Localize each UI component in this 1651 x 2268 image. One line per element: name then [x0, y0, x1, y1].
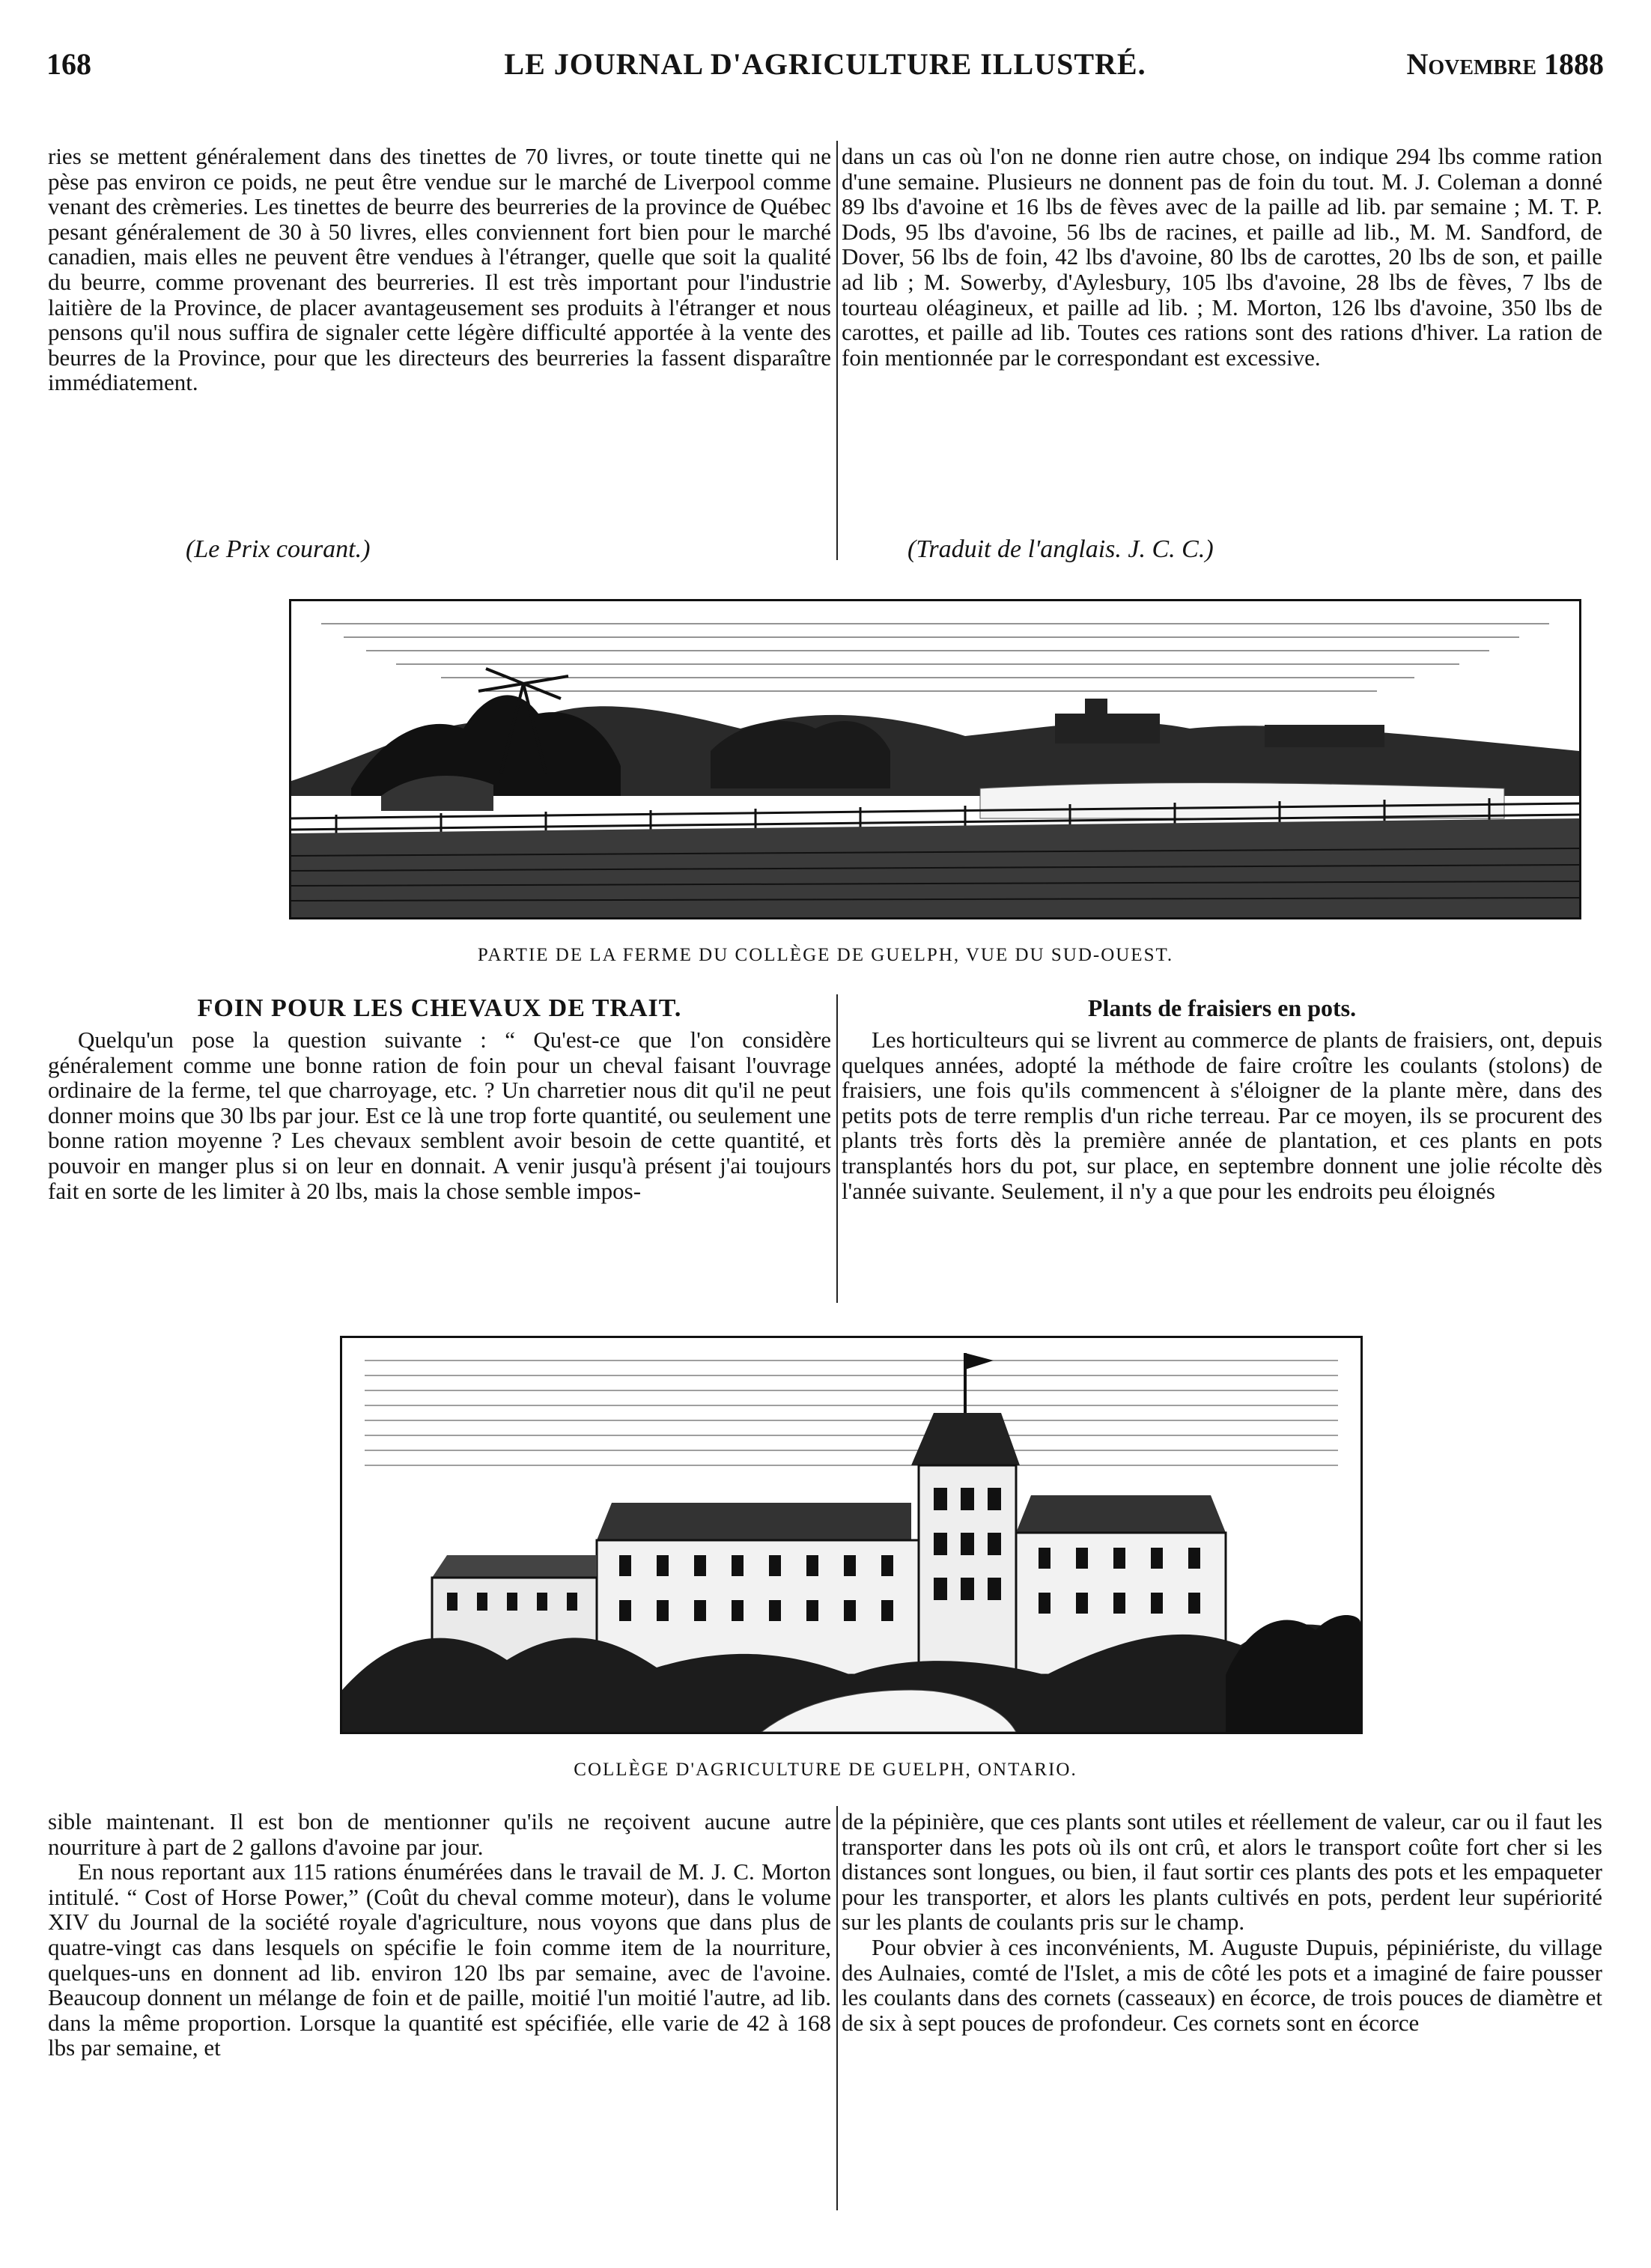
- column-rule: [836, 994, 838, 1303]
- farm-landscape-engraving: [289, 599, 1581, 919]
- college-illustration: [342, 1338, 1360, 1732]
- top-left-column: [48, 144, 831, 395]
- column-rule: [836, 1806, 838, 2210]
- paragraph: de la pépinière, que ces plants sont utiles et réellement de valeur, car ou il faut les transporter dans les pots où ils ont crû, et alors le transport coûte fort cher si les distances sont longues, ou bien, il faut sortir ces plants des pots et les empaqueter pour les transporter, et alors les plants cultivés en pots, perdent leur supériorité sur les plants de coulants pris sur le champ.: [842, 1808, 1602, 1936]
- paragraph: Pour obvier à ces inconvénients, M. Auguste Dupuis, pépiniériste, du village des Aulnaies, comté de l'Islet, a mis de côté les pots et a imaginé de faire pousser les coulants dans des cornets (casseaux) en écorce, de trois pouces de diamètre et de six à sept pouces de profondeur. Ces cornets sont en écorce: [842, 1933, 1602, 2036]
- mid-left-column: [48, 1027, 831, 1203]
- page-number: 168: [46, 47, 91, 81]
- top-right-column: [842, 144, 1602, 370]
- bottom-right-column: [842, 1809, 1602, 2035]
- paragraph: Les horticulteurs qui se livrent au commerce de plants de fraisiers, ont, depuis quelques années, adopté la méthode de faire croître les coulants (stolons) de fraisiers, une fois qu'ils commencent à s'éloigner de la plante mère, dans des petits pots de terre remplis d'un riche terreau. Par ce moyen, ils se procurent des plants très forts dès la première année de plantation, et ces plants en pots transplantés hors du pot, sur place, en septembre donnent une jolie récolte dès l'année suivante. Seulement, il n'y a que pour les endroits peu éloignés: [842, 1027, 1602, 1204]
- figure-caption: PARTIE DE LA FERME DU COLLÈGE DE GUELPH, VUE DU SUD-OUEST.: [477, 945, 1174, 965]
- journal-title: LE JOURNAL D'AGRICULTURE ILLUSTRÉ.: [504, 47, 1146, 81]
- page-header: [46, 46, 1604, 88]
- issue-date: Novembre 1888: [1406, 47, 1604, 81]
- paragraph: dans un cas où l'on ne donne rien autre chose, on indique 294 lbs comme ration d'une semaine. Plusieurs ne donnent pas de foin du tout. M. J. Coleman a donné 89 lbs d'avoine et 16 lbs de fèves avec de la paille ad lib. par semaine ; M. T. P. Dods, 95 lbs d'avoine, 56 lbs de racines, et paille ad lib., M. M. Sandford, de Dover, 56 lbs de foin, 42 lbs d'avoine, 80 lbs de carottes, 20 lbs de son, et paille ad lib ; M. Sowerby, d'Aylesbury, 105 lbs d'avoine, 28 lbs de fèves, 7 lbs de tourteau oléagineux, et paille ad lib. ; M. Morton, 126 lbs d'avoine, 350 lbs de carottes, et paille ad lib. Toutes ces rations sont des rations d'hiver. La ration de foin mentionnée par le correspondant est excessive.: [842, 143, 1602, 371]
- paragraph: Quelqu'un pose la question suivante : “ Qu'est-ce que l'on considère généralement comme une bonne ration de foin pour un cheval faisant l'ouvrage ordinaire de la ferme, tel que charroyage, etc. ? Un charretier nous dit qu'il ne peut donner moins que 30 lbs par jour. Est ce là une trop forte quantité, ou seulement une bonne ration moyenne ? Les chevaux semblent avoir besoin de cette quantité, et pouvoir en manger plus si on leur en donnait. A venir jusqu'à présent j'ai toujours fait en sorte de les limiter à 20 lbs, mais la chose semble impos-: [48, 1027, 831, 1204]
- mid-right-column: [842, 1027, 1602, 1203]
- landscape-illustration: [291, 601, 1579, 917]
- figure-caption: COLLÈGE D'AGRICULTURE DE GUELPH, ONTARIO.: [574, 1760, 1077, 1780]
- column-rule: [836, 141, 838, 560]
- source-credit-left: (Le Prix courant.): [186, 535, 371, 563]
- paragraph: sible maintenant. Il est bon de mentionner qu'ils ne reçoivent aucune autre nourriture à part de 2 gallons d'avoine par jour.: [48, 1808, 831, 1860]
- paragraph: ries se mettent généralement dans des tinettes de 70 livres, or toute tinette qui ne pèse pas environ ce poids, ne peut être vendue sur le marché de Liverpool comme venant des crèmeries. Les tinettes de beurre des beurreries de la province de Québec pesant généralement de 30 à 50 livres, elles conviennent fort bien pour le marché canadien, mais elles ne peuvent être vendues à l'étranger, quelle que soit la qualité du beurre, comme provenant des beurreries. Il est très important pour l'industrie laitière de la Province, de placer avantageusement ses produits à l'étranger et nous pensons qu'il nous suffira de signaler cette légère difficulté apportée à la vente des beurres de la Province, pour que les directeurs des beurreries la fassent disparaître immédiatement.: [48, 143, 831, 396]
- source-credit-right: (Traduit de l'anglais. J. C. C.): [907, 535, 1214, 563]
- article-title-left: FOIN POUR LES CHEVAUX DE TRAIT.: [197, 994, 682, 1022]
- bottom-left-column: [48, 1809, 831, 2061]
- article-title-right: Plants de fraisiers en pots.: [1087, 994, 1357, 1021]
- paragraph: En nous reportant aux 115 rations énumérées dans le travail de M. J. C. Morton intitulé. “ Cost of Horse Power,” (Coût du cheval comme moteur), dans le volume XIV du Journal de la société royale d'agriculture, nous voyons que dans plus de quatre-vingt cas dans lesquels on spécifie le foin comme item de la nourriture, quelques-uns en donnent ad lib. environ 120 lbs par semaine, avec de l'avoine. Beaucoup donnent un mélange de foin et de paille, moitié l'un moitié l'autre, ad lib. dans la même proportion. Lorsque la quantité est spécifiée, elle varie de 42 à 168 lbs par semaine, et: [48, 1858, 831, 2061]
- college-building-engraving: [340, 1336, 1363, 1734]
